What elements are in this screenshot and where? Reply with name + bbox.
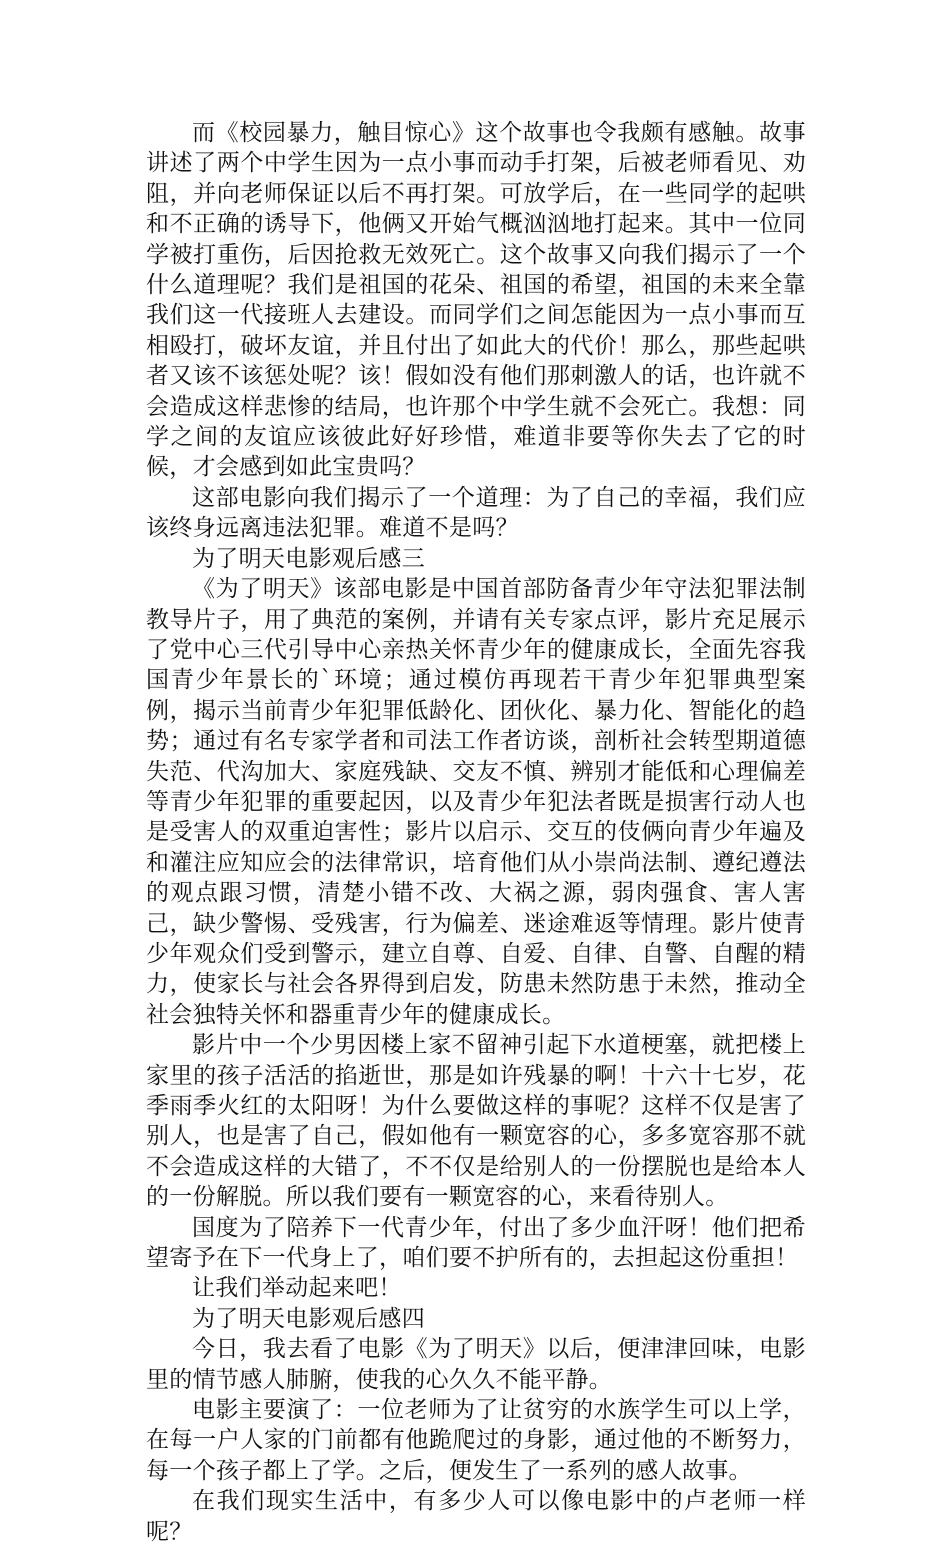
paragraph-today: 今日，我去看了电影《为了明天》以后，便津津回味，电影里的情节感人肺腑，使我的心久久不能平静。	[146, 1336, 806, 1393]
paragraph-school-violence: 而《校园暴力，触目惊心》这个故事也令我颇有感触。故事讲述了两个中学生因为一点小事而动手打架，后被老师看见、劝阻，并向老师保证以后不再打架。可放学后，在一些同学的起哄和不正确的诱导下，他俩又开始气概汹汹地打起来。其中一位同学被打重伤，后因抢救无效死亡。这个故事又向我们揭示了一个什么道理呢？我们是祖国的花朵、祖国的希望，祖国的未来全靠我们这一代接班人去建设。而同学们之间怎能因为一点小事而互相殴打，破坏友谊，并且付出了如此大的代价！那么，那些起哄者又该不该惩处呢？该！假如没有他们那刺激人的话，也许就不会造成这样悲惨的结局，也许那个中学生就不会死亡。我想：同学之间的友谊应该彼此好好珍惜，难道非要等你失去了它的时候，才会感到如此宝贵吗？	[146, 120, 806, 481]
paragraph-call-to-action: 让我们举动起来吧！	[192, 1275, 402, 1302]
paragraph-reflection: 在我们现实生活中，有多少人可以像电影中的卢老师一样呢？	[146, 1488, 806, 1545]
section-heading-four: 为了明天电影观后感四	[192, 1305, 425, 1332]
document-body	[146, 118, 806, 1547]
section-heading-three: 为了明天电影观后感三	[192, 545, 425, 572]
paragraph-lesson: 这部电影向我们揭示了一个道理：为了自己的幸福，我们应该终身远离违法犯罪。难道不是吗？	[146, 484, 806, 542]
paragraph-film-intro: 《为了明天》该部电影是中国首部防备青少年守法犯罪法制教导片子，用了典范的案例，并请有关专家点评，影片充足展示了党中心三代引导中心亲热关怀青少年的健康成长，全面先容我国青少年景长的`环境；通过模仿再现若干青少年犯罪典型案例，揭示当前青少年犯罪低龄化、团伙化、暴力化、智能化的趋势；通过有名专家学者和司法工作者访谈，剖析社会转型期道德失范、代沟加大、家庭残缺、交友不慎、辨别才能低和心理偏差等青少年犯罪的重要起因，以及青少年犯法者既是损害行动人也是受害人的双重迫害性；影片以启示、交互的伎俩向青少年遍及和灌注应知应会的法律常识，培育他们从小崇尚法制、遵纪遵法的观点跟习惯，清楚小错不改、大祸之源，弱肉强食、害人害己，缺少警惕、受残害，行为偏差、迷途难返等情理。影片使青少年观众们受到警示，建立自尊、自爱、自律、自警、自醒的精力，使家长与社会各界得到启发，防患未然防患于未然，推动全社会独特关怀和器重青少年的健康成长。	[146, 576, 806, 1028]
paragraph-nation: 国度为了陪养下一代青少年，付出了多少血汗呀！他们把希望寄予在下一代身上了，咱们要不护所有的，去担起这份重担！	[146, 1214, 806, 1272]
paragraph-tolerance: 影片中一个少男因楼上家不留神引起下水道梗塞，就把楼上家里的孩子活活的掐逝世，那是如许残暴的啊！十六十七岁，花季雨季火红的太阳呀！为什么要做这样的事呢？这样不仅是害了别人，也是害了自己，假如他有一颗宽容的心，多多宽容那不就不会造成这样的大错了，不不仅是给别人的一份摆脱也是给本人的一份解脱。所以我们要有一颗宽容的心，来看待别人。	[146, 1032, 806, 1211]
paragraph-plot: 电影主要演了：一位老师为了让贫穷的水族学生可以上学，在每一户人家的门前都有他跪爬过的身影，通过他的不断努力，每一个孩子都上了学。之后，便发生了一系列的感人故事。	[146, 1397, 806, 1484]
